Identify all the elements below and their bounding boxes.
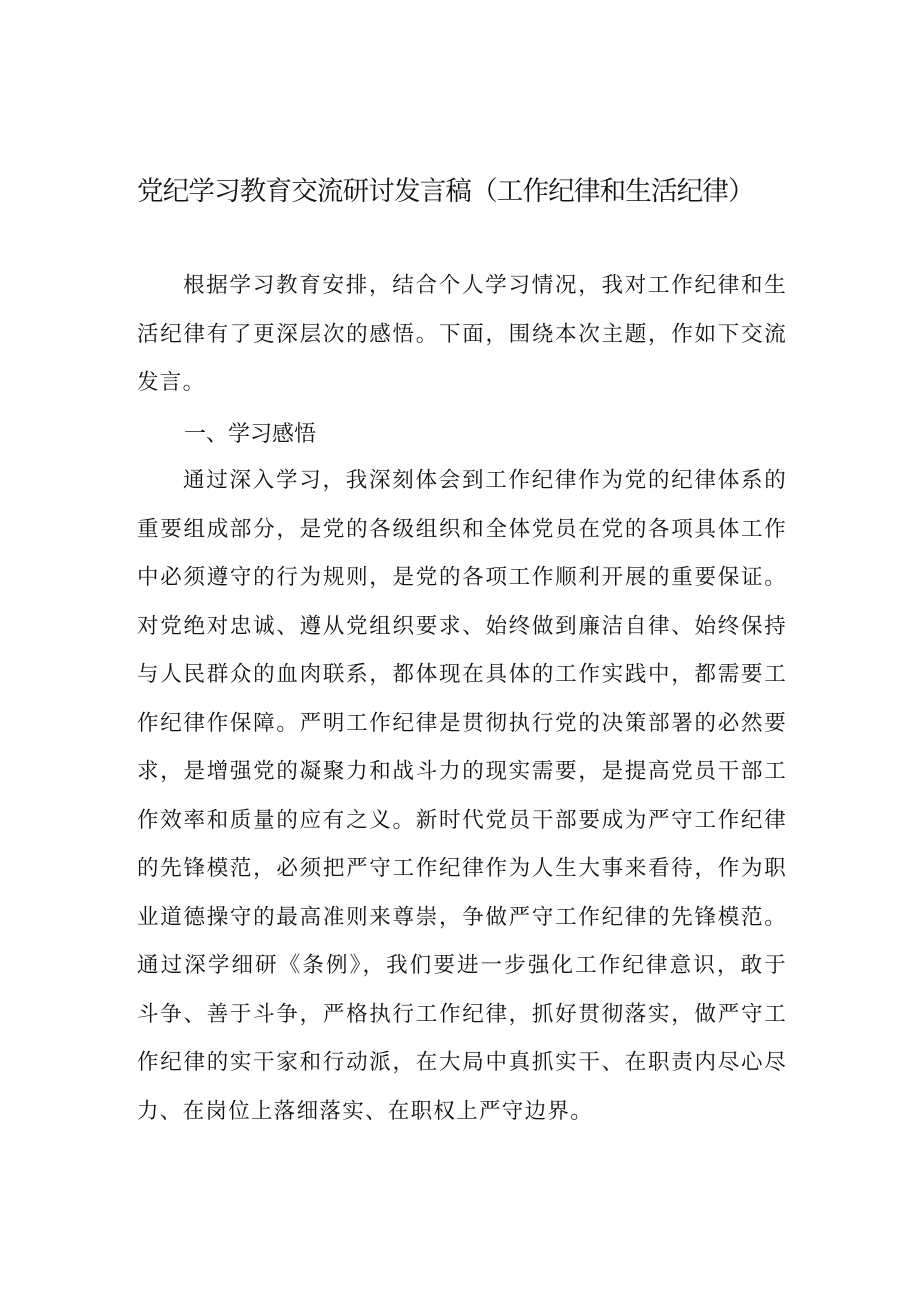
section-heading-study-insights: 一、学习感悟 [184, 422, 317, 447]
intro-paragraph: 根据学习教育安排，结合个人学习情况，我对工作纪律和生活纪律有了更深层次的感悟。下面，围绕本次主题，作如下交流发言。 [137, 273, 787, 395]
document-title: 党纪学习教育交流研讨发言稿（工作纪律和生活纪律） [137, 176, 754, 207]
section-paragraph: 通过深入学习，我深刻体会到工作纪律作为党的纪律体系的重要组成部分，是党的各级组织和全体党员在党的各项具体工作中必须遵守的行为规则，是党的各项工作顺利开展的重要保证。对党绝对忠诚、遵从党组织要求、始终做到廉洁自律、始终保持与人民群众的血肉联系，都体现在具体的工作实践中，都需要工作纪律作保障。严明工作纪律是贯彻执行党的决策部署的必然要求，是增强党的凝聚力和战斗力的现实需要，是提高党员干部工作效率和质量的应有之义。新时代党员干部要成为严守工作纪律的先锋模范，必须把严守工作纪律作为人生大事来看待，作为职业道德操守的最高准则来尊崇，争做严守工作纪律的先锋模范。通过深学细研《条例》，我们要进一步强化工作纪律意识，敢于斗争、善于斗争，严格执行工作纪律，抓好贯彻落实，做严守工作纪律的实干家和行动派，在大局中真抓实干、在职责内尽心尽力、在岗位上落细落实、在职权上严守边界。 [137, 468, 787, 1124]
